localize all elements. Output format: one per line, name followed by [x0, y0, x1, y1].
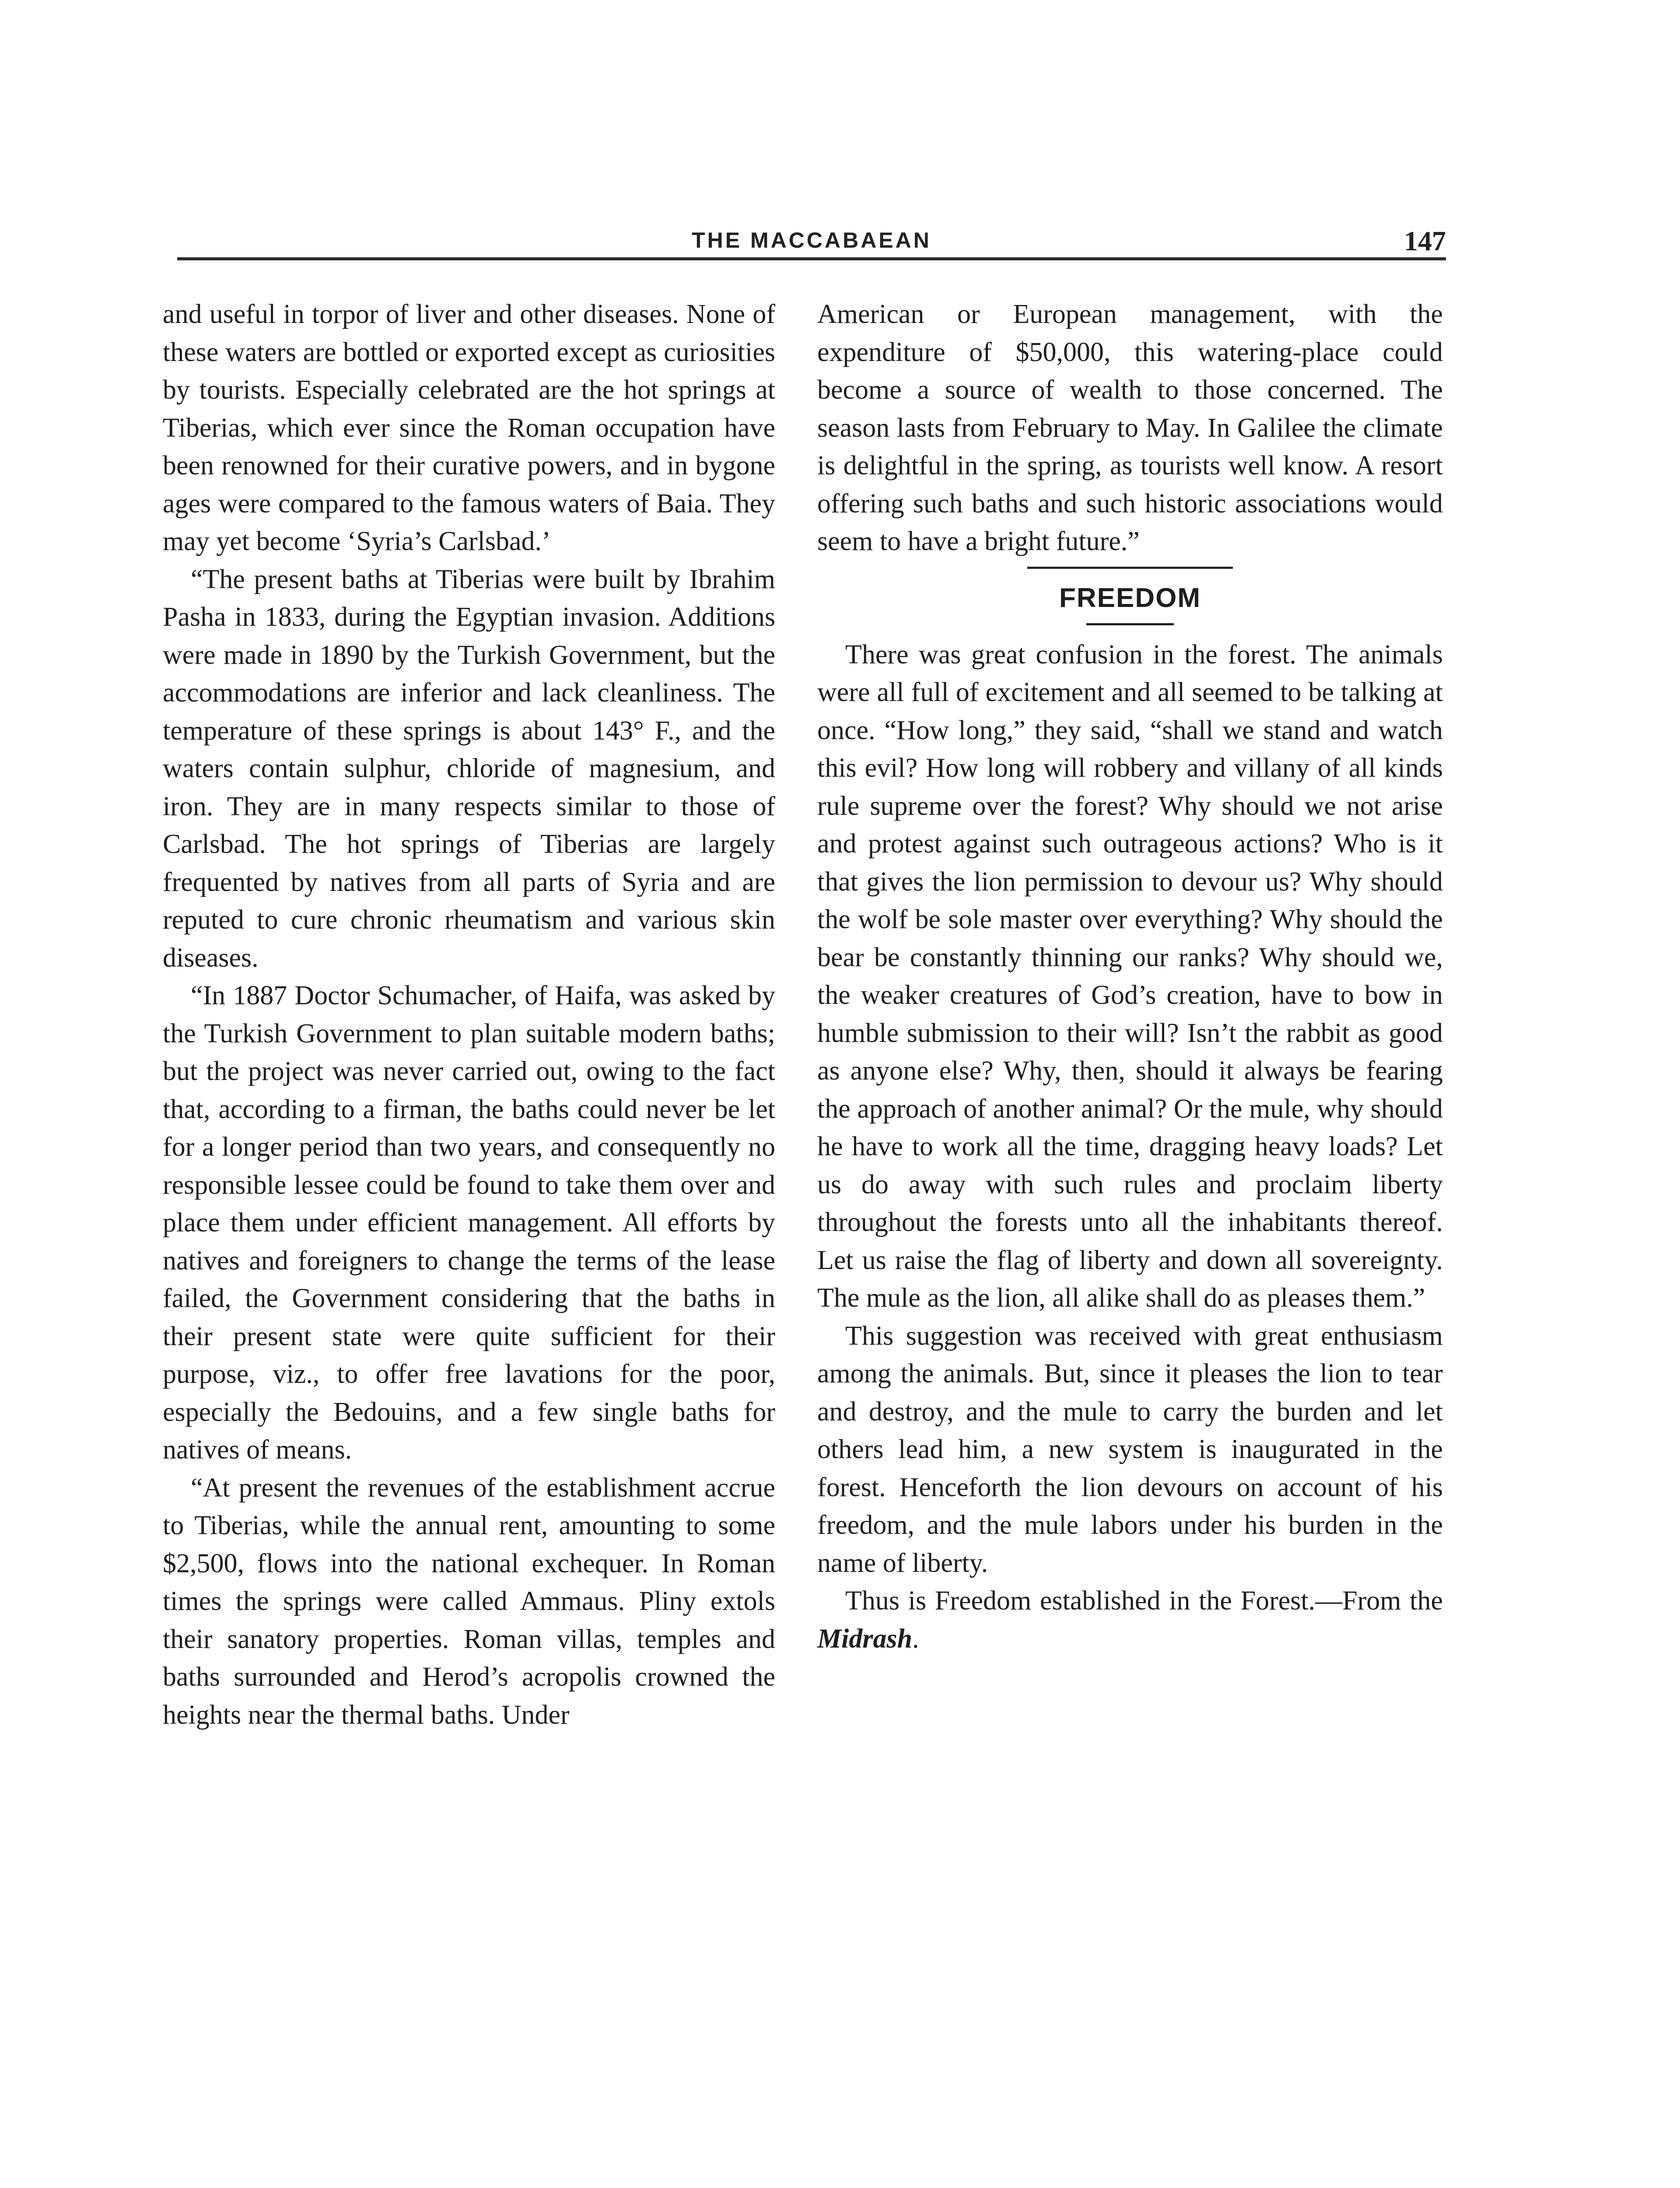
paragraph: “At present the revenues of the establishment accrue to Tiberias, while the annual rent, amounting to some $2,500, flows into the national exchequer. In Roman times the springs were called Ammaus. Pliny extols their sanatory properties. Roman villas, temples and baths surrounded and Herod’s acropolis crowned the heights near the thermal baths. Under	[163, 1473, 775, 1730]
closing-paragraph	[817, 1582, 1443, 1658]
page-header	[177, 225, 1446, 256]
paragraph: and useful in torpor of liver and other diseases. None of these waters are bottled or exported except as curiosities by tourists. Especially celebrated are the hot springs at Tiberias, which ever since the Roman occupation have been renowned for their curative powers, and in bygone ages were compared to the famous waters of Baia. They may yet become ‘Syria’s Carlsbad.’	[163, 299, 775, 556]
section-divider	[1027, 567, 1233, 569]
section-title: FREEDOM	[1059, 582, 1201, 613]
left-column	[163, 295, 775, 1734]
header-rule	[177, 257, 1446, 260]
paragraph: There was great confusion in the forest. The animals were all full of excitement and all seemed to be talking at once. “How long,” they said, “shall we stand and watch this evil? How long will robbery and villany of all kinds rule supreme over the forest? Why should we not arise and protest against such outrageous actions? Who is it that gives the lion permission to devour us? Why should the wolf be sole master over everything? Why should the bear be constantly thinning our ranks? Why should we, the weaker creatures of God’s creation, have to bow in humble submission to their will? Isn’t the rabbit as good as anyone else? Why, then, should it always be fearing the approach of another animal? Or the mule, why should he have to work all the time, dragging heavy loads? Let us do away with such rules and proclaim liberty throughout the forests unto all the inhabitants thereof. Let us raise the flag of liberty and down all sovereignty. The mule as the lion, all alike shall do as pleases them.”	[817, 639, 1443, 1313]
paragraph: “The present baths at Tiberias were built by Ibrahim Pasha in 1833, during the Egyptian invasion. Additions were made in 1890 by the Turkish Government, but the accommodations are inferior and lack cleanliness. The temperature of these springs is about 143° F., and the waters contain sulphur, chloride of magnesium, and iron. They are in many respects similar to those of Carlsbad. The hot springs of Tiberias are largely frequented by natives from all parts of Syria and are reputed to cure chronic rheumatism and various skin diseases.	[163, 564, 775, 973]
paragraph: This suggestion was received with great enthusiasm among the animals. But, since it pleases the lion to tear and destroy, and the mule to carry the burden and let others lead him, a new system is inaugurated in the forest. Henceforth the lion devours on account of his freedom, and the mule labors under his burden in the name of liberty.	[817, 1321, 1443, 1578]
source-name: Midrash	[817, 1623, 913, 1654]
closing-end: .	[912, 1623, 919, 1654]
closing-text: Thus is Freedom established in the Forest.—From the	[845, 1586, 1443, 1616]
page-number: 147	[1404, 225, 1446, 256]
paragraph: American or European management, with the expenditure of $50,000, this watering-place could become a source of wealth to those concerned. The season lasts from February to May. In Galilee the climate is delightful in the spring, as tourists well know. A resort offering such baths and such historic associations would seem to have a bright future.”	[817, 299, 1443, 556]
paragraph: “In 1887 Doctor Schumacher, of Haifa, was asked by the Turkish Government to plan suitable modern baths; but the project was never carried out, owing to the fact that, according to a firman, the baths could never be let for a longer period than two years, and consequently no responsible lessee could be found to take them over and place them under efficient management. All efforts by natives and foreigners to change the terms of the lease failed, the Government considering that the baths in their present state were quite sufficient for their purpose, viz., to offer free lavations for the poor, especially the Bedouins, and a few single baths for natives of means.	[163, 981, 775, 1465]
right-column	[817, 295, 1443, 1658]
title-underline	[1086, 623, 1174, 625]
running-head: THE MACCABAEAN	[692, 228, 931, 252]
